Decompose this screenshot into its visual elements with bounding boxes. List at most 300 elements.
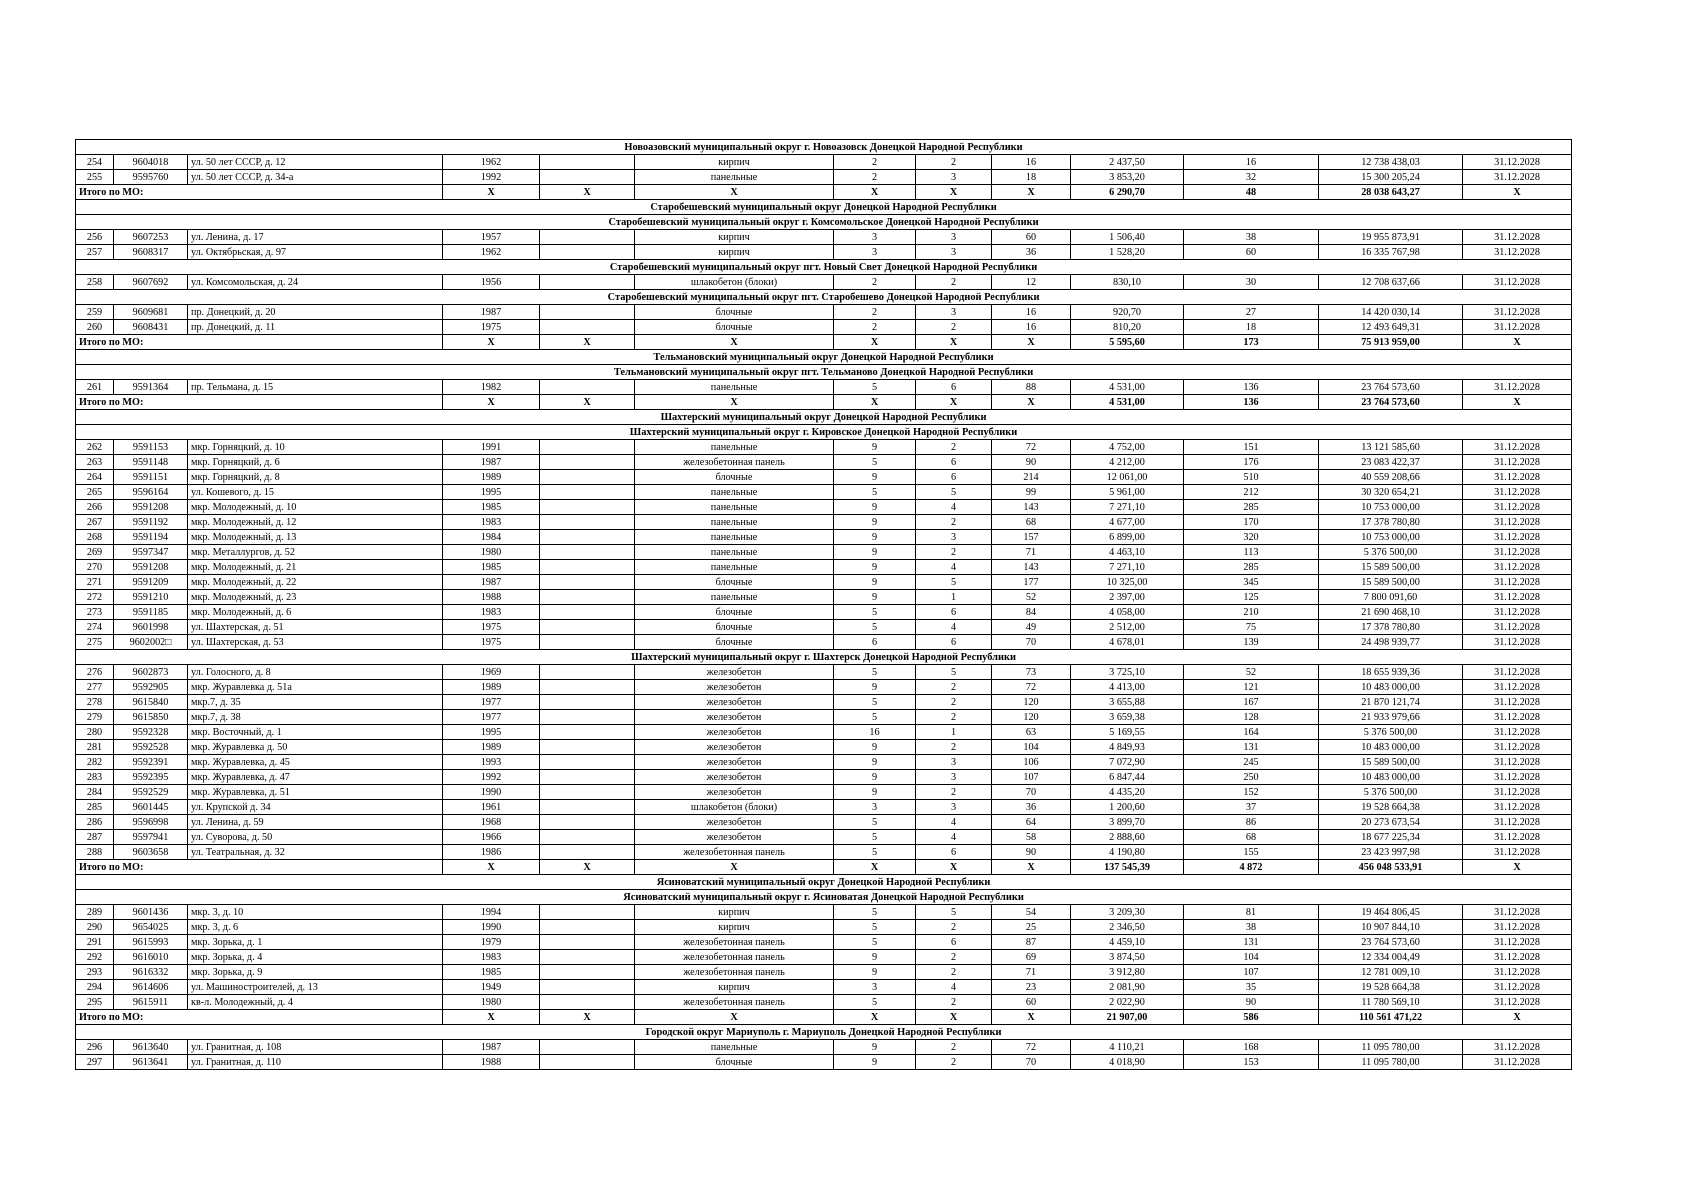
cell-residents: 250: [1184, 770, 1319, 785]
cell-entrances: 2: [916, 965, 992, 980]
cell-deadline: 31.12.2028: [1463, 1040, 1572, 1055]
section-header-row: [76, 215, 1572, 230]
cell-floors: 9: [834, 545, 916, 560]
cell-floors: 9: [834, 755, 916, 770]
table-row: [76, 830, 1572, 845]
cell-year-built: 1986: [443, 845, 540, 860]
subtotal-row: [76, 395, 1572, 410]
cell-floors: 9: [834, 500, 916, 515]
cell-year-built: 1975: [443, 635, 540, 650]
cell-deadline: 31.12.2028: [1463, 935, 1572, 950]
cell-floors: 5: [834, 620, 916, 635]
cell-floors: 9: [834, 530, 916, 545]
cell-address: ул. Шахтерская, д. 53: [188, 635, 443, 650]
cell-cost: 23 423 997,98: [1319, 845, 1463, 860]
cell-entrances: 3: [916, 230, 992, 245]
cell-row-number: 255: [76, 170, 114, 185]
cell-cadastral-id: 9592395: [114, 770, 188, 785]
cell-blank-col: [540, 740, 635, 755]
cell-floors: 9: [834, 470, 916, 485]
cell-cadastral-id: 9603658: [114, 845, 188, 860]
cell-blank-col: [540, 710, 635, 725]
cell-year-built: 1961: [443, 800, 540, 815]
cell-row-number: 258: [76, 275, 114, 290]
cell-entrances: 6: [916, 470, 992, 485]
cell-wall-material: блочные: [635, 620, 834, 635]
table-row: [76, 380, 1572, 395]
cell-area: 2 346,50: [1071, 920, 1184, 935]
subtotal-blank-col: X: [540, 185, 635, 200]
cell-address: ул. Гранитная, д. 110: [188, 1055, 443, 1070]
cell-deadline: 31.12.2028: [1463, 725, 1572, 740]
cell-address: мкр. Зорька, д. 9: [188, 965, 443, 980]
cell-residents: 37: [1184, 800, 1319, 815]
cell-apartments: 71: [992, 545, 1071, 560]
cell-apartments: 25: [992, 920, 1071, 935]
cell-row-number: 271: [76, 575, 114, 590]
cell-residents: 35: [1184, 980, 1319, 995]
cell-cadastral-id: 9602002□: [114, 635, 188, 650]
table-row: [76, 230, 1572, 245]
cell-floors: 3: [834, 245, 916, 260]
cell-floors: 5: [834, 455, 916, 470]
cell-cost: 10 753 000,00: [1319, 530, 1463, 545]
subtotal-deadline: X: [1463, 335, 1572, 350]
subtotal-cost: 28 038 643,27: [1319, 185, 1463, 200]
cell-entrances: 2: [916, 785, 992, 800]
cell-residents: 131: [1184, 935, 1319, 950]
cell-deadline: 31.12.2028: [1463, 920, 1572, 935]
cell-apartments: 36: [992, 245, 1071, 260]
cell-cadastral-id: 9615840: [114, 695, 188, 710]
cell-residents: 136: [1184, 380, 1319, 395]
cell-row-number: 288: [76, 845, 114, 860]
cell-blank-col: [540, 815, 635, 830]
cell-address: ул. Голосного, д. 8: [188, 665, 443, 680]
cell-residents: 153: [1184, 1055, 1319, 1070]
cell-address: ул. Ленина, д. 59: [188, 815, 443, 830]
cell-wall-material: блочные: [635, 605, 834, 620]
cell-cadastral-id: 9591208: [114, 500, 188, 515]
cell-year-built: 1990: [443, 785, 540, 800]
table-row: [76, 305, 1572, 320]
housing-register-sheet: [75, 139, 1571, 1070]
subtotal-residents: 586: [1184, 1010, 1319, 1025]
cell-residents: 68: [1184, 830, 1319, 845]
table-row: [76, 920, 1572, 935]
cell-area: 3 655,88: [1071, 695, 1184, 710]
cell-wall-material: железобетон: [635, 665, 834, 680]
cell-floors: 9: [834, 965, 916, 980]
cell-wall-material: железобетон: [635, 695, 834, 710]
subtotal-wall-material: X: [635, 1010, 834, 1025]
cell-apartments: 157: [992, 530, 1071, 545]
cell-floors: 5: [834, 905, 916, 920]
cell-floors: 5: [834, 815, 916, 830]
cell-blank-col: [540, 515, 635, 530]
cell-floors: 9: [834, 1055, 916, 1070]
cell-year-built: 1988: [443, 1055, 540, 1070]
cell-area: 4 752,00: [1071, 440, 1184, 455]
subtotal-blank-col: X: [540, 860, 635, 875]
section-title: Городской округ Мариуполь г. Мариуполь Донецкой Народной Республики: [76, 1025, 1572, 1040]
cell-area: 6 899,00: [1071, 530, 1184, 545]
cell-wall-material: панельные: [635, 560, 834, 575]
subtotal-area: 21 907,00: [1071, 1010, 1184, 1025]
cell-apartments: 214: [992, 470, 1071, 485]
cell-apartments: 36: [992, 800, 1071, 815]
cell-entrances: 2: [916, 680, 992, 695]
cell-address: мкр. Журавлевка, д. 47: [188, 770, 443, 785]
cell-wall-material: блочные: [635, 1055, 834, 1070]
section-header-row: [76, 425, 1572, 440]
cell-area: 7 271,10: [1071, 500, 1184, 515]
cell-apartments: 58: [992, 830, 1071, 845]
cell-cadastral-id: 9591148: [114, 455, 188, 470]
subtotal-apartments: X: [992, 395, 1071, 410]
cell-cost: 15 300 205,24: [1319, 170, 1463, 185]
cell-apartments: 49: [992, 620, 1071, 635]
cell-cadastral-id: 9591364: [114, 380, 188, 395]
cell-floors: 3: [834, 230, 916, 245]
cell-residents: 152: [1184, 785, 1319, 800]
cell-address: кв-л. Молодежный, д. 4: [188, 995, 443, 1010]
cell-entrances: 4: [916, 815, 992, 830]
cell-wall-material: железобетон: [635, 710, 834, 725]
section-title: Тельмановский муниципальный округ Донецкой Народной Республики: [76, 350, 1572, 365]
table-row: [76, 845, 1572, 860]
cell-deadline: 31.12.2028: [1463, 470, 1572, 485]
cell-year-built: 1995: [443, 725, 540, 740]
cell-year-built: 1983: [443, 515, 540, 530]
table-row: [76, 770, 1572, 785]
table-row: [76, 590, 1572, 605]
cell-year-built: 1988: [443, 590, 540, 605]
subtotal-area: 5 595,60: [1071, 335, 1184, 350]
cell-row-number: 279: [76, 710, 114, 725]
subtotal-residents: 48: [1184, 185, 1319, 200]
table-row: [76, 500, 1572, 515]
section-header-row: [76, 650, 1572, 665]
cell-deadline: 31.12.2028: [1463, 560, 1572, 575]
table-row: [76, 575, 1572, 590]
cell-blank-col: [540, 605, 635, 620]
section-header-row: [76, 200, 1572, 215]
cell-wall-material: панельные: [635, 380, 834, 395]
cell-residents: 27: [1184, 305, 1319, 320]
cell-entrances: 3: [916, 170, 992, 185]
cell-wall-material: панельные: [635, 545, 834, 560]
cell-cadastral-id: 9596164: [114, 485, 188, 500]
table-row: [76, 935, 1572, 950]
cell-wall-material: кирпич: [635, 905, 834, 920]
table-row: [76, 995, 1572, 1010]
cell-wall-material: панельные: [635, 500, 834, 515]
cell-area: 4 678,01: [1071, 635, 1184, 650]
subtotal-label: Итого по МО:: [76, 185, 443, 200]
table-row: [76, 605, 1572, 620]
cell-address: ул. Шахтерская, д. 51: [188, 620, 443, 635]
cell-blank-col: [540, 245, 635, 260]
cell-area: 4 413,00: [1071, 680, 1184, 695]
cell-cost: 14 420 030,14: [1319, 305, 1463, 320]
cell-apartments: 18: [992, 170, 1071, 185]
subtotal-floors: X: [834, 1010, 916, 1025]
cell-floors: 3: [834, 980, 916, 995]
section-header-row: [76, 140, 1572, 155]
cell-year-built: 1990: [443, 920, 540, 935]
cell-address: ул. 50 лет СССР, д. 12: [188, 155, 443, 170]
section-title: Старобешевский муниципальный округ г. Комсомольское Донецкой Народной Республики: [76, 215, 1572, 230]
table-row: [76, 470, 1572, 485]
cell-cost: 21 870 121,74: [1319, 695, 1463, 710]
cell-area: 4 463,10: [1071, 545, 1184, 560]
cell-area: 10 325,00: [1071, 575, 1184, 590]
cell-residents: 285: [1184, 560, 1319, 575]
cell-area: 920,70: [1071, 305, 1184, 320]
cell-address: ул. Октябрьская, д. 97: [188, 245, 443, 260]
subtotal-area: 137 545,39: [1071, 860, 1184, 875]
table-row: [76, 275, 1572, 290]
cell-address: мкр. Горняцкий, д. 10: [188, 440, 443, 455]
cell-row-number: 256: [76, 230, 114, 245]
table-row: [76, 635, 1572, 650]
cell-residents: 113: [1184, 545, 1319, 560]
cell-area: 2 081,90: [1071, 980, 1184, 995]
cell-row-number: 254: [76, 155, 114, 170]
cell-apartments: 16: [992, 305, 1071, 320]
cell-blank-col: [540, 455, 635, 470]
cell-row-number: 284: [76, 785, 114, 800]
cell-floors: 5: [834, 830, 916, 845]
cell-cost: 11 095 780,00: [1319, 1055, 1463, 1070]
table-row: [76, 320, 1572, 335]
subtotal-year-built: X: [443, 395, 540, 410]
cell-address: мкр. 3, д. 10: [188, 905, 443, 920]
subtotal-label: Итого по МО:: [76, 395, 443, 410]
cell-residents: 176: [1184, 455, 1319, 470]
cell-area: 7 271,10: [1071, 560, 1184, 575]
cell-blank-col: [540, 845, 635, 860]
cell-entrances: 2: [916, 515, 992, 530]
cell-area: 4 849,93: [1071, 740, 1184, 755]
cell-wall-material: железобетон: [635, 785, 834, 800]
cell-address: пр. Тельмана, д. 15: [188, 380, 443, 395]
cell-area: 830,10: [1071, 275, 1184, 290]
cell-apartments: 71: [992, 965, 1071, 980]
cell-cadastral-id: 9608431: [114, 320, 188, 335]
table-row: [76, 965, 1572, 980]
cell-cadastral-id: 9601436: [114, 905, 188, 920]
cell-cadastral-id: 9609681: [114, 305, 188, 320]
cell-floors: 2: [834, 170, 916, 185]
cell-deadline: 31.12.2028: [1463, 965, 1572, 980]
cell-year-built: 1980: [443, 545, 540, 560]
cell-blank-col: [540, 920, 635, 935]
subtotal-cost: 23 764 573,60: [1319, 395, 1463, 410]
cell-deadline: 31.12.2028: [1463, 755, 1572, 770]
cell-area: 2 888,60: [1071, 830, 1184, 845]
cell-cost: 23 764 573,60: [1319, 935, 1463, 950]
cell-deadline: 31.12.2028: [1463, 485, 1572, 500]
table-row: [76, 755, 1572, 770]
cell-blank-col: [540, 725, 635, 740]
cell-row-number: 270: [76, 560, 114, 575]
cell-floors: 5: [834, 380, 916, 395]
cell-cadastral-id: 9591185: [114, 605, 188, 620]
cell-deadline: 31.12.2028: [1463, 845, 1572, 860]
cell-floors: 5: [834, 845, 916, 860]
subtotal-area: 4 531,00: [1071, 395, 1184, 410]
cell-cadastral-id: 9601445: [114, 800, 188, 815]
cell-area: 5 961,00: [1071, 485, 1184, 500]
cell-blank-col: [540, 560, 635, 575]
cell-address: мкр. Металлургов, д. 52: [188, 545, 443, 560]
cell-entrances: 2: [916, 275, 992, 290]
subtotal-entrances: X: [916, 185, 992, 200]
cell-row-number: 297: [76, 1055, 114, 1070]
table-row: [76, 620, 1572, 635]
cell-cadastral-id: 9616010: [114, 950, 188, 965]
cell-entrances: 2: [916, 440, 992, 455]
cell-residents: 212: [1184, 485, 1319, 500]
cell-apartments: 16: [992, 155, 1071, 170]
cell-cadastral-id: 9591153: [114, 440, 188, 455]
cell-cost: 10 907 844,10: [1319, 920, 1463, 935]
cell-row-number: 259: [76, 305, 114, 320]
cell-cadastral-id: 9615850: [114, 710, 188, 725]
cell-deadline: 31.12.2028: [1463, 500, 1572, 515]
cell-address: ул. Кошевого, д. 15: [188, 485, 443, 500]
section-header-row: [76, 875, 1572, 890]
cell-row-number: 274: [76, 620, 114, 635]
subtotal-deadline: X: [1463, 185, 1572, 200]
cell-deadline: 31.12.2028: [1463, 605, 1572, 620]
cell-area: 1 528,20: [1071, 245, 1184, 260]
cell-address: мкр. Журавлевка, д. 45: [188, 755, 443, 770]
cell-address: мкр.7, д. 35: [188, 695, 443, 710]
cell-apartments: 84: [992, 605, 1071, 620]
cell-entrances: 1: [916, 590, 992, 605]
cell-deadline: 31.12.2028: [1463, 620, 1572, 635]
subtotal-label: Итого по МО:: [76, 860, 443, 875]
cell-wall-material: блочные: [635, 320, 834, 335]
cell-cost: 10 753 000,00: [1319, 500, 1463, 515]
cell-residents: 104: [1184, 950, 1319, 965]
cell-year-built: 1991: [443, 440, 540, 455]
cell-year-built: 1956: [443, 275, 540, 290]
cell-year-built: 1984: [443, 530, 540, 545]
subtotal-area: 6 290,70: [1071, 185, 1184, 200]
cell-blank-col: [540, 1055, 635, 1070]
cell-floors: 6: [834, 635, 916, 650]
cell-deadline: 31.12.2028: [1463, 320, 1572, 335]
cell-blank-col: [540, 545, 635, 560]
cell-floors: 9: [834, 1040, 916, 1055]
cell-floors: 9: [834, 560, 916, 575]
cell-entrances: 6: [916, 605, 992, 620]
cell-deadline: 31.12.2028: [1463, 440, 1572, 455]
table-row: [76, 515, 1572, 530]
cell-blank-col: [540, 755, 635, 770]
cell-row-number: 283: [76, 770, 114, 785]
cell-residents: 285: [1184, 500, 1319, 515]
cell-wall-material: блочные: [635, 635, 834, 650]
cell-floors: 9: [834, 950, 916, 965]
cell-apartments: 63: [992, 725, 1071, 740]
subtotal-floors: X: [834, 185, 916, 200]
cell-cost: 16 335 767,98: [1319, 245, 1463, 260]
table-row: [76, 680, 1572, 695]
cell-deadline: 31.12.2028: [1463, 170, 1572, 185]
cell-floors: 9: [834, 515, 916, 530]
cell-residents: 128: [1184, 710, 1319, 725]
cell-year-built: 1957: [443, 230, 540, 245]
cell-entrances: 2: [916, 920, 992, 935]
cell-cost: 23 764 573,60: [1319, 380, 1463, 395]
cell-blank-col: [540, 320, 635, 335]
section-title: Ясиноватский муниципальный округ Донецкой Народной Республики: [76, 875, 1572, 890]
cell-cost: 10 483 000,00: [1319, 740, 1463, 755]
cell-residents: 60: [1184, 245, 1319, 260]
cell-residents: 345: [1184, 575, 1319, 590]
cell-blank-col: [540, 380, 635, 395]
cell-entrances: 4: [916, 980, 992, 995]
cell-cost: 15 589 500,00: [1319, 755, 1463, 770]
cell-apartments: 52: [992, 590, 1071, 605]
cell-residents: 155: [1184, 845, 1319, 860]
cell-apartments: 88: [992, 380, 1071, 395]
cell-entrances: 4: [916, 830, 992, 845]
cell-row-number: 292: [76, 950, 114, 965]
cell-wall-material: блочные: [635, 305, 834, 320]
section-header-row: [76, 410, 1572, 425]
cell-residents: 86: [1184, 815, 1319, 830]
cell-area: 3 725,10: [1071, 665, 1184, 680]
cell-blank-col: [540, 1040, 635, 1055]
cell-apartments: 87: [992, 935, 1071, 950]
cell-cadastral-id: 9607253: [114, 230, 188, 245]
subtotal-row: [76, 860, 1572, 875]
cell-apartments: 60: [992, 230, 1071, 245]
cell-blank-col: [540, 485, 635, 500]
cell-row-number: 281: [76, 740, 114, 755]
cell-cost: 12 738 438,03: [1319, 155, 1463, 170]
table-row: [76, 485, 1572, 500]
subtotal-residents: 173: [1184, 335, 1319, 350]
cell-deadline: 31.12.2028: [1463, 830, 1572, 845]
cell-apartments: 104: [992, 740, 1071, 755]
cell-blank-col: [540, 530, 635, 545]
cell-residents: 510: [1184, 470, 1319, 485]
cell-entrances: 2: [916, 950, 992, 965]
cell-blank-col: [540, 305, 635, 320]
cell-blank-col: [540, 965, 635, 980]
subtotal-apartments: X: [992, 335, 1071, 350]
housing-register-table: [75, 139, 1572, 1070]
cell-area: 3 899,70: [1071, 815, 1184, 830]
cell-entrances: 2: [916, 995, 992, 1010]
cell-residents: 107: [1184, 965, 1319, 980]
cell-wall-material: железобетонная панель: [635, 950, 834, 965]
cell-deadline: 31.12.2028: [1463, 770, 1572, 785]
cell-blank-col: [540, 665, 635, 680]
cell-row-number: 291: [76, 935, 114, 950]
cell-residents: 81: [1184, 905, 1319, 920]
table-row: [76, 980, 1572, 995]
cell-area: 4 459,10: [1071, 935, 1184, 950]
cell-entrances: 2: [916, 1040, 992, 1055]
